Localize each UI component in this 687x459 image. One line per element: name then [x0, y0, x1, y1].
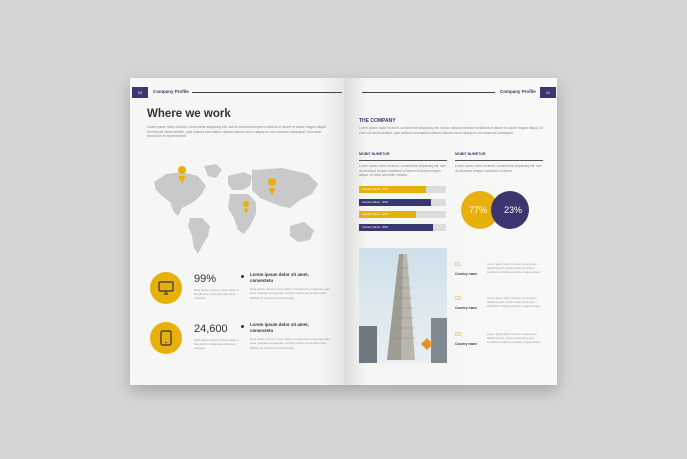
bullet-dot-1: [241, 275, 244, 278]
step-number-2: 02: [455, 296, 462, 302]
bar-label-2: Country Name - 83%: [362, 199, 389, 204]
page-number-right: 11: [540, 87, 556, 98]
bullet-heading-2: Lorem ipsum dolor sit amet, consectetu: [250, 322, 309, 333]
stat-value-2: 24,600: [194, 323, 228, 335]
venn-label-1: 77%: [468, 205, 488, 215]
bar-label-1: Country Name - 77%: [362, 187, 389, 191]
column-rule-1: [359, 160, 447, 161]
map-asia: [252, 168, 318, 208]
tablet-icon-circle: [150, 322, 182, 354]
bar-label-3: Country Name - 65%: [362, 212, 389, 216]
map-europe: [228, 172, 252, 190]
step-number-3: 03: [455, 332, 462, 338]
building-photo: [359, 248, 447, 363]
column-title-2: MOBIT NUMETUR: [455, 152, 486, 156]
column-title-1: MOBIT NUMETUR: [359, 152, 390, 156]
intro-paragraph: Lorem ipsum dolor sit amet, consectetur adipiscing elit, sed do eiusmod tempor incididunt ut labore et dolore magna aliqua. Ut enim ad minim veniam, quis nostrud exercitation ullamco laboris nisi ut aliquip ex ea commodo consequat. Duis aute irure dolor in reprehenderit.: [147, 125, 327, 139]
step-desc-2: Lorem ipsum dolor sit amet, consectetur adipiscing elit, sed do eiusmod tempor incididunt ut labore et dolore magna aliqua.: [487, 296, 541, 308]
section-title: THE COMPANY: [359, 118, 396, 124]
bar-label-4: Country Name - 85%: [362, 224, 389, 229]
stat-desc-1: Duis autem vel eum iriure dolor in hendrerit in vulputate velit esse molestie: [194, 288, 239, 301]
step-desc-3: Lorem ipsum dolor sit amet, consectetur adipiscing elit, sed do eiusmod tempor incididunt ut labore et dolore magna aliqua.: [487, 332, 541, 344]
bullet-heading-1: Lorem ipsum dolor sit amet, consectetu: [250, 272, 309, 283]
bullet-dot-2: [241, 325, 244, 328]
step-name-3: Country name: [455, 342, 478, 346]
header-rule-right: [362, 92, 495, 93]
venn-percentage-chart: [330, 189, 545, 249]
map-south-america: [188, 218, 210, 254]
stat-value-1: 99%: [194, 273, 217, 285]
monitor-icon: [158, 280, 174, 296]
company-intro: Lorem ipsum dolor sit amet, consectetur adipiscing elit, sed do eiusmod tempor incididunt ut labore et dolore magna aliqua. Ut enim ad minim veniam, quis nostrud exercitation ullamco laboris nisi ut aliquip ex ea commodo consequat.: [359, 126, 543, 135]
step-name-2: Country name: [455, 306, 478, 310]
header-label-right: Company Profile: [500, 89, 536, 94]
header-label-left: Company Profile: [153, 89, 189, 94]
world-map: [152, 160, 320, 254]
stat-desc-2: Duis autem vel eum iriure dolor in hendrerit in vulputate velit esse molestie: [194, 338, 239, 351]
bullet-body-2: Duis autem vel eum iriure dolor in hendrerit in vulputate velit esse molestie consequat, vel illum dolore eu feugiat nulla facilisis at vero eros et accumsan.: [250, 337, 330, 350]
map-africa: [228, 194, 256, 234]
column-text-2: Lorem ipsum dolor sit amet, consectetur adipiscing elit, sed do eiusmod tempor incididunt ut labore.: [455, 164, 542, 173]
column-text-1: Lorem ipsum dolor sit amet, consectetur adipiscing elit, sed do eiusmod tempor incididunt ut labore et dolore magna aliqua. Ut enim ad minim veniam.: [359, 164, 446, 178]
bullet-body-1: Duis autem vel eum iriure dolor in hendrerit in vulputate velit esse molestie consequat, vel illum dolore eu feugiat nulla facilisis at vero eros et accumsan.: [250, 287, 330, 300]
page-title: Where we work: [147, 108, 231, 120]
page-number-left: 10: [132, 87, 148, 98]
column-rule-2: [455, 160, 543, 161]
step-name-1: Country name: [455, 272, 478, 276]
step-desc-1: Lorem ipsum dolor sit amet, consectetur adipiscing elit, sed do eiusmod tempor incididunt ut labore et dolore magna aliqua.: [487, 262, 541, 274]
monitor-icon-circle: [150, 272, 182, 304]
map-australia: [290, 222, 314, 242]
venn-label-2: 23%: [503, 205, 523, 215]
tablet-icon: [158, 330, 174, 346]
map-greenland: [204, 164, 222, 178]
header-rule-left: [192, 92, 342, 93]
step-number-1: 01: [455, 262, 462, 268]
